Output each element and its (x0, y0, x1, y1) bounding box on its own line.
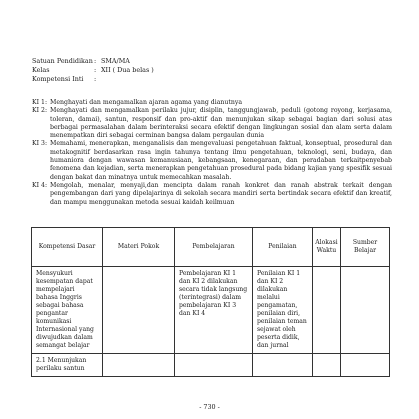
table-cell (103, 267, 175, 354)
info-row-kelas (32, 66, 154, 75)
cell-text (103, 267, 174, 273)
table-header-row (32, 228, 390, 267)
info-colon: : (94, 57, 97, 65)
cell-text (341, 267, 389, 273)
header-kompetensi-dasar: Kompetensi Dasar (32, 228, 103, 267)
info-block (32, 57, 154, 84)
table-cell (253, 267, 313, 354)
table-row (32, 354, 390, 377)
ki-item-2 (32, 107, 392, 140)
ki-label: KI 1: (32, 99, 48, 106)
cell-text: Pembelajaran KI 1 dan KI 2 dilakukan secara tidak langsung (terintegrasi) dalam pembelajaran KI 3 dan KI 4 (179, 270, 248, 317)
table-row (32, 267, 390, 354)
cell-text: 2.1 Menunjukan perilaku santun (36, 357, 87, 372)
table-cell (32, 354, 103, 377)
cell-text (313, 267, 340, 273)
cell-text: Penilaian KI 1 dan KI 2 dilakukan melalui pengamatan, penilaian diri, penilaian teman sejawat oleh peserta didik, dan jurnal (257, 270, 307, 349)
cell-text (341, 354, 389, 360)
cell-text (313, 354, 340, 360)
header-penilaian: Penilaian (253, 228, 313, 267)
ki-text: Mengolah, menalar, menyaji,dan mencipta dalam ranah konkret dan ranah abstrak terkait dengan pengembangan dari yang dipelajarinya di sekolah secara mandiri serta bertindak secara efektif dan kreatif, dan mampu menggunakan metoda sesuai kaidah keilmuan (50, 181, 392, 206)
cell-text (175, 354, 252, 360)
table-cell (313, 267, 341, 354)
info-colon: : (94, 66, 97, 74)
page-number: - 730 - (199, 403, 220, 411)
table-cell (175, 354, 253, 377)
syllabus-table (31, 227, 390, 377)
table-cell (253, 354, 313, 377)
table-cell (341, 354, 390, 377)
ki-text: Menghayati dan mengamalkan perilaku jujur, disiplin, tanggungjawab, peduli (gotong royong, kerjasama, toleran, damai), santun, responsif dan pro-aktif dan menunjukan sikap sebagai bagian dari solusi atas berbagai permasalahan dalam berinteraksi secara efektif dengan lingkungan sosial dan alam serta dalam menempatkan diri sebagai cerminan bangsa dalam pergaulan dunia (50, 107, 392, 140)
header-alokasi-waktu: Alokasi Waktu (313, 228, 341, 267)
table-cell (313, 354, 341, 377)
table-cell (341, 267, 390, 354)
cell-text: Mensyukuri kesempatan dapat mempelajari bahasa Inggris sebagai bahasa pengantar komunikasi Internasional yang diwujudkan dalam semangat belajar (36, 270, 94, 349)
ki-label: KI 3: (32, 140, 48, 148)
cell-text (253, 354, 312, 360)
header-pembelajaran: Pembelajaran (175, 228, 253, 267)
header-sumber-belajar: Sumber Belajar (341, 228, 390, 267)
info-row-satuan (32, 57, 154, 66)
cell-text (103, 354, 174, 360)
table-cell (175, 267, 253, 354)
ki-item-3 (32, 140, 392, 181)
info-label: Satuan Pendidikan (32, 57, 93, 65)
ki-label: KI 4: (32, 181, 48, 189)
info-value: SMA/MA (101, 57, 130, 65)
table-cell (103, 354, 175, 377)
info-label: Kelas (32, 66, 50, 74)
info-label: Kompetensi Inti (32, 75, 84, 83)
ki-item-1 (32, 99, 392, 107)
header-materi-pokok: Materi Pokok (103, 228, 175, 267)
ki-text: Memahami, menerapkan, menganalisis dan mengevaluasi pengetahuan faktual, konseptual, prosedural dan metakognitif berdasarkan rasa ingin tahunya tentang ilmu pengetahuan, teknologi, seni, budaya, dan humaniora dengan wawasan kemanusiaan, kebangsaan, kenegaraan, dan peradaban terkaitpenyebab fenomena dan kejadian, serta menerapkan pengetahuan prosedural pada bidang kajian yang spesifik sesuai dengan bakat dan minatnya untuk memecahkan masalah. (50, 140, 392, 181)
info-row-kompetensi-inti (32, 75, 154, 84)
ki-label: KI 2: (32, 107, 48, 115)
table-cell (32, 267, 103, 354)
ki-text: Menghayati dan mengamalkan ajaran agama yang dianutnya (50, 99, 243, 106)
info-value: XII ( Dua belas ) (101, 66, 154, 74)
ki-list (32, 99, 392, 207)
ki-item-4 (32, 182, 392, 207)
info-colon: : (94, 75, 97, 83)
